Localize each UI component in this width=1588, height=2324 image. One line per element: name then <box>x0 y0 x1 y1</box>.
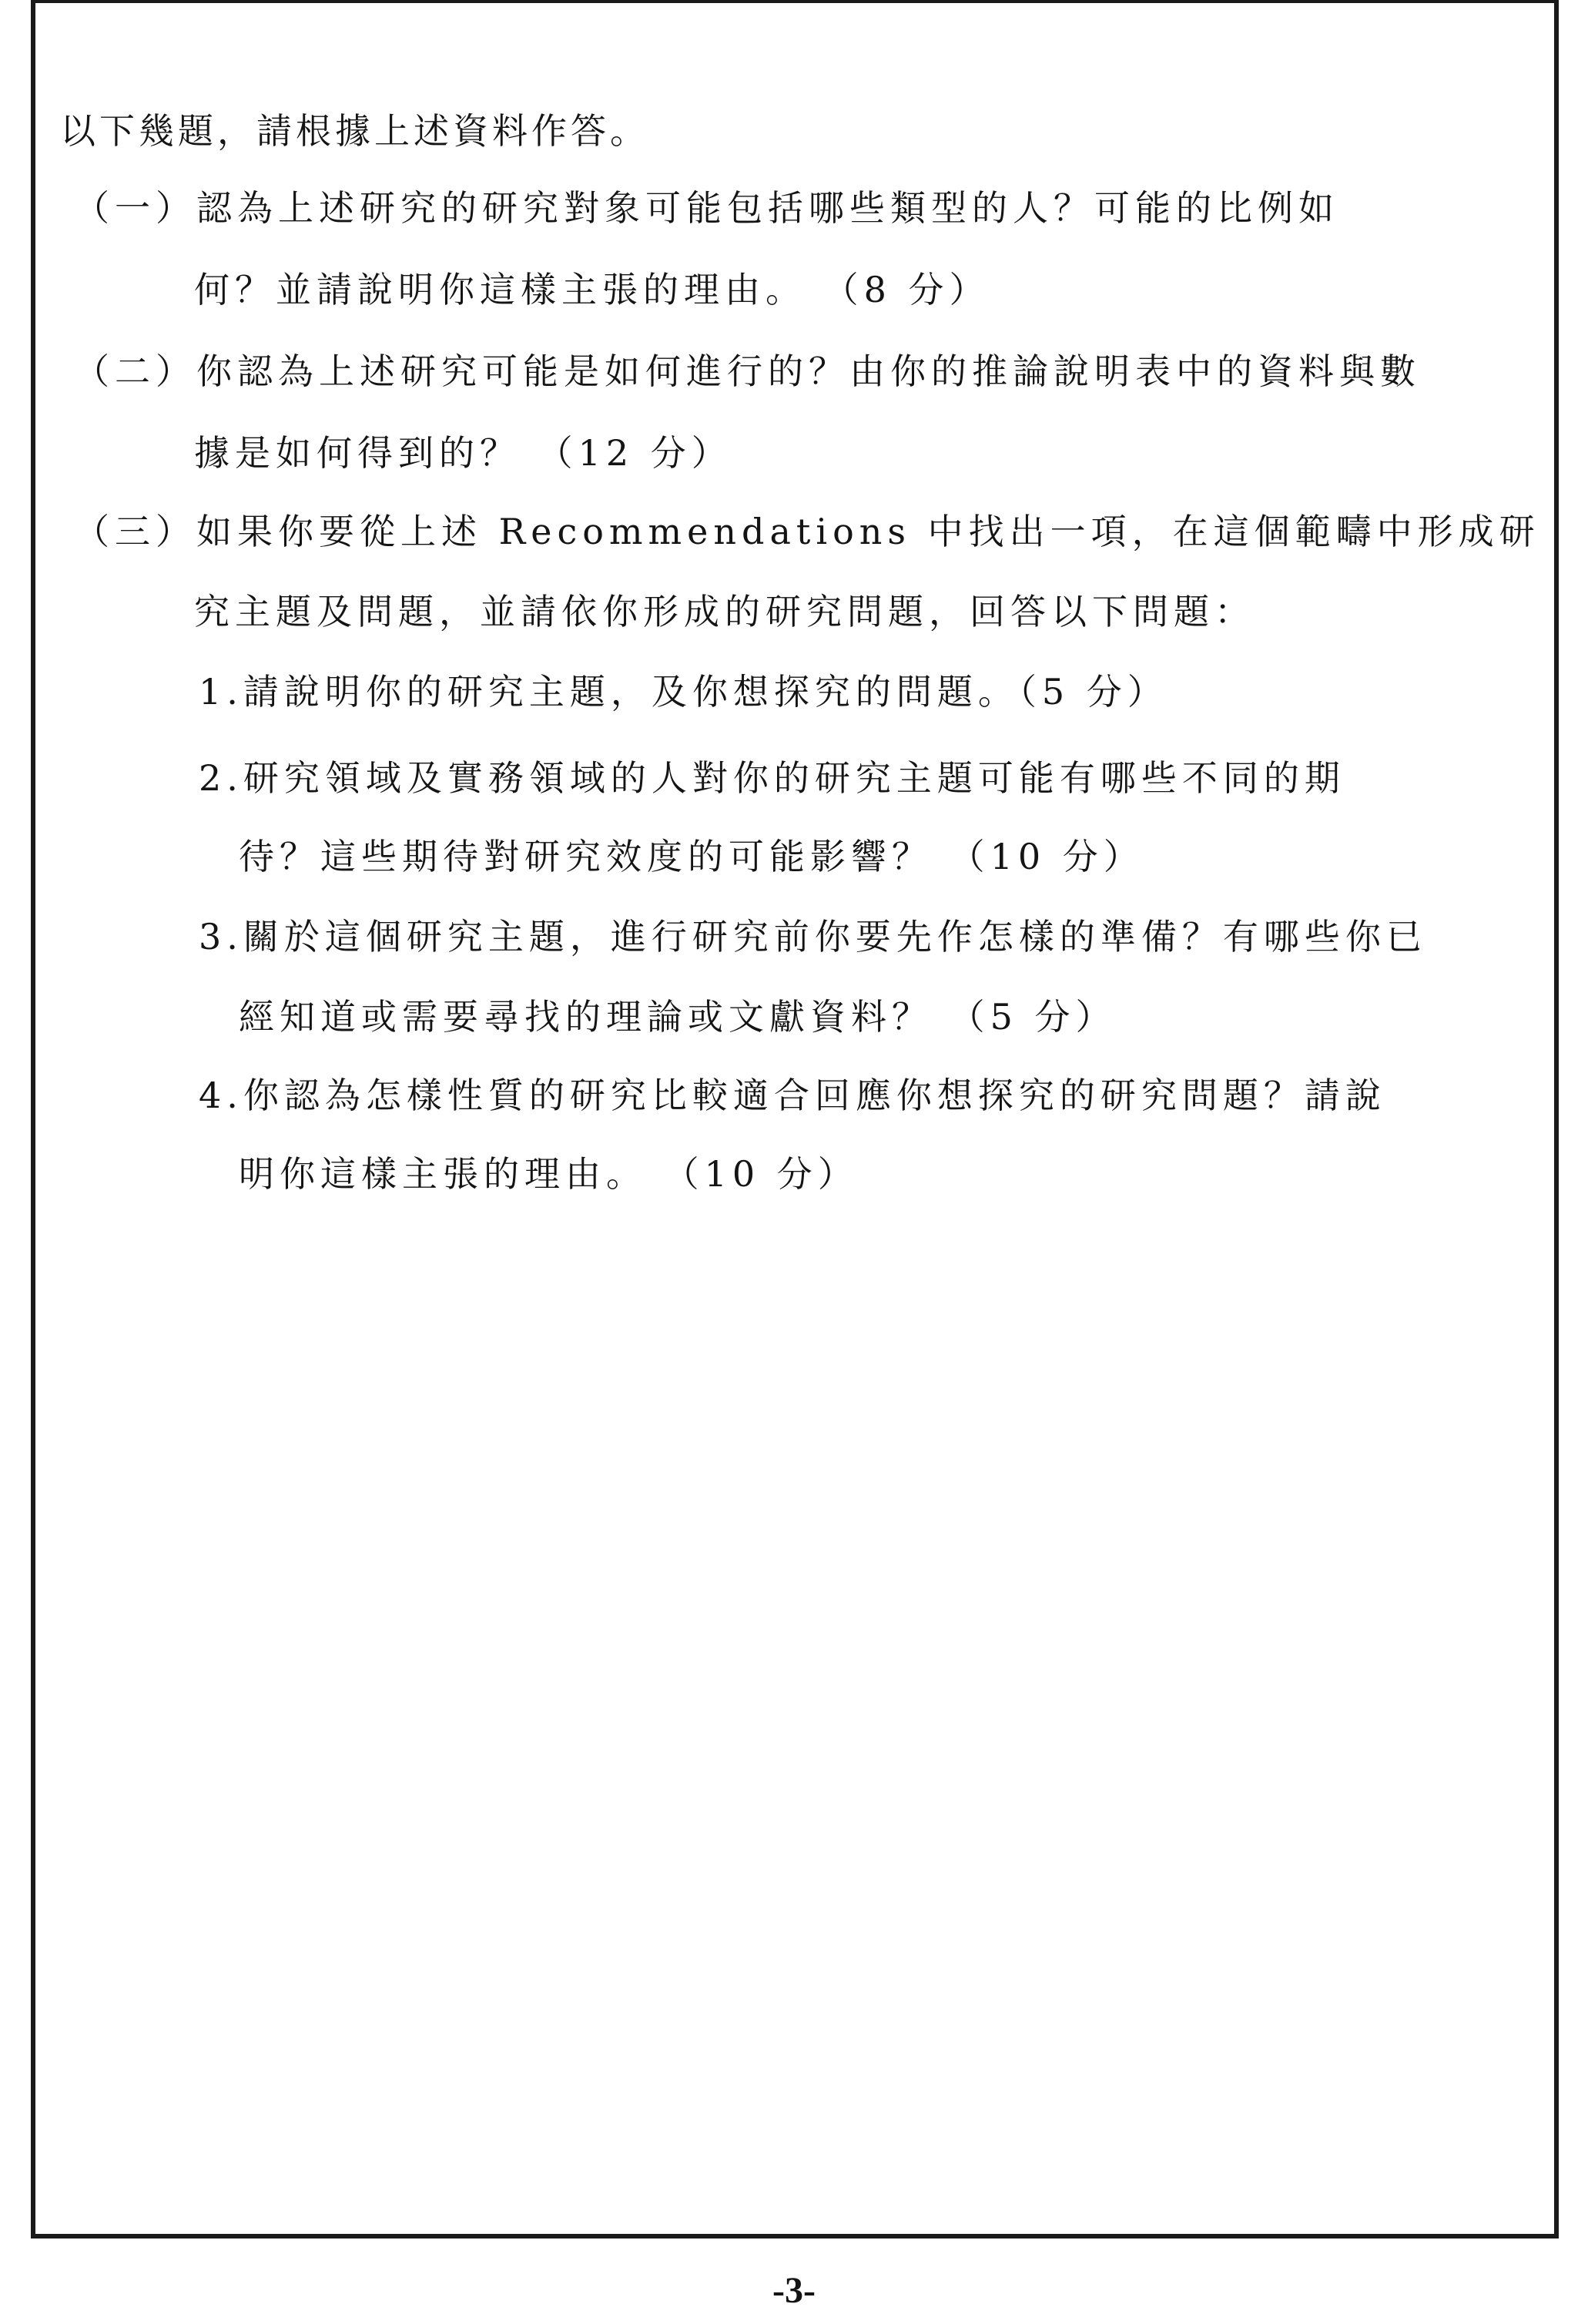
question-2-line-1: （二）你認為上述研究可能是如何進行的？由你的推論說明表中的資料與數 <box>74 350 1421 392</box>
question-3-line-2: 究主題及問題，並請依你形成的研究問題，回答以下問題： <box>194 591 1255 632</box>
instruction-text: 以下幾題，請根據上述資料作答。 <box>60 110 649 152</box>
sub-question-2-line-2: 待？這些期待對研究效度的可能影響？ （10 分） <box>239 836 1144 877</box>
sub-question-3-line-1: 3.關於這個研究主題，進行研究前你要先作怎樣的準備？有哪些你已 <box>199 916 1427 957</box>
sub-question-2-line-1: 2.研究領域及實務領域的人對你的研究主題可能有哪些不同的期 <box>199 757 1345 799</box>
question-2-line-2: 據是如何得到的？ （12 分） <box>194 432 732 474</box>
sub-question-4-line-2: 明你這樣主張的理由。 （10 分） <box>239 1153 859 1195</box>
page-border <box>31 0 1559 2238</box>
question-1-line-1: （一）認為上述研究的研究對象可能包括哪些類型的人？可能的比例如 <box>74 187 1339 229</box>
sub-question-1: 1.請說明你的研究主題，及你想探究的問題。（5 分） <box>199 671 1168 713</box>
sub-question-3-line-2: 經知道或需要尋找的理論或文獻資料？ （5 分） <box>239 996 1117 1038</box>
page-number: -3- <box>772 2270 816 2311</box>
question-3-line-1: （三）如果你要從上述 Recommendations 中找出一項，在這個範疇中形成研 <box>74 511 1540 552</box>
sub-question-4-line-1: 4.你認為怎樣性質的研究比較適合回應你想探究的研究問題？請說 <box>199 1075 1386 1116</box>
question-1-line-2: 何？並請說明你這樣主張的理由。 （8 分） <box>194 269 990 310</box>
